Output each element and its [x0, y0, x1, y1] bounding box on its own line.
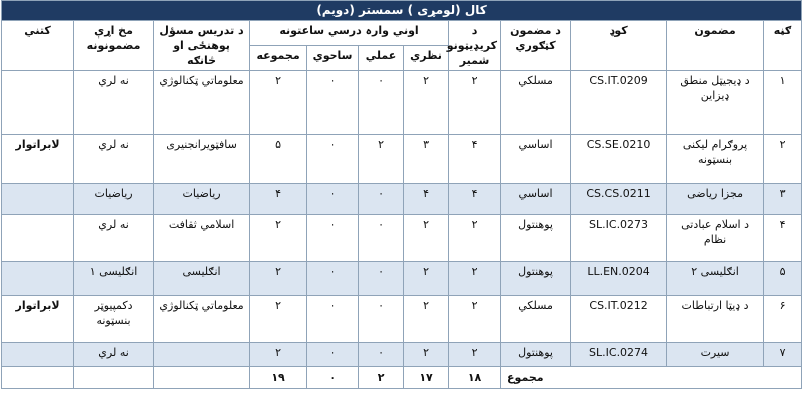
row-prerequisite: نه لري [74, 135, 154, 184]
row-subject: د ډیټا ارتباطات [667, 296, 764, 343]
table-row [2, 184, 802, 215]
row-number: ۴ [764, 215, 802, 262]
totals-credits: ۱۸ [449, 367, 501, 389]
row-practical: ۲ [359, 135, 404, 184]
row-number: ۲ [764, 135, 802, 184]
table-row [2, 71, 802, 135]
header-number: ګڼه [764, 21, 802, 71]
row-number: ۷ [764, 343, 802, 367]
header-practical: عملي [359, 46, 404, 71]
row-field: ۰ [307, 184, 359, 215]
header-field: ساحوي [307, 46, 359, 71]
row-theory: ۲ [404, 296, 449, 343]
row-code: LL.EN.0204 [571, 262, 667, 296]
row-number: ۱ [764, 71, 802, 135]
row-total: ۲ [250, 296, 307, 343]
row-practical: ۰ [359, 71, 404, 135]
totals-practical: ۲ [359, 367, 404, 389]
row-prerequisite: دکمپیوټر بنسټونه [74, 296, 154, 343]
row-subject: د اسلام عبادتی نظام [667, 215, 764, 262]
row-field: ۰ [307, 135, 359, 184]
row-theory: ۲ [404, 71, 449, 135]
header-hours-group: اوني وارہ درسي ساعتونه [250, 21, 449, 46]
row-department: معلوماتي ټکنالوژي [154, 71, 250, 135]
row-prerequisite: انګلیسی ۱ [74, 262, 154, 296]
row-department: سافټویرانجنیری [154, 135, 250, 184]
table-row [2, 135, 802, 184]
row-prerequisite: ریاضیات [74, 184, 154, 215]
totals-label: مجموع [501, 367, 802, 389]
header-total: مجموعه [250, 46, 307, 71]
row-department: ریاضیات [154, 184, 250, 215]
totals-empty-notes [2, 367, 74, 389]
row-subject: پروګرام لیکنی بنسټونه [667, 135, 764, 184]
table-row [2, 215, 802, 262]
row-credits: ۲ [449, 343, 501, 367]
header-code: کوډ [571, 21, 667, 71]
row-prerequisite: نه لري [74, 215, 154, 262]
table-row [2, 296, 802, 343]
row-category: اساسي [501, 135, 571, 184]
row-credits: ۲ [449, 296, 501, 343]
row-practical: ۰ [359, 215, 404, 262]
row-theory: ۴ [404, 184, 449, 215]
row-field: ۰ [307, 215, 359, 262]
row-subject: د ډیجیټل منطق ډیزاین [667, 71, 764, 135]
row-department: معلوماتي ټکنالوژي [154, 296, 250, 343]
totals-row [2, 367, 802, 389]
row-number: ۳ [764, 184, 802, 215]
header-prerequisite: مخ اړې مضمونونه [74, 21, 154, 71]
row-number: ۶ [764, 296, 802, 343]
row-department [154, 343, 250, 367]
row-credits: ۴ [449, 135, 501, 184]
totals-empty-department [154, 367, 250, 389]
header-notes: کتني [2, 21, 74, 71]
totals-field: ۰ [307, 367, 359, 389]
header-row [2, 21, 802, 46]
row-field: ۰ [307, 262, 359, 296]
row-field: ۰ [307, 71, 359, 135]
row-category: پوهنتول [501, 262, 571, 296]
row-category: مسلکي [501, 71, 571, 135]
row-department: انګلیسی [154, 262, 250, 296]
row-total: ۵ [250, 135, 307, 184]
row-notes [2, 262, 74, 296]
row-theory: ۲ [404, 343, 449, 367]
row-theory: ۲ [404, 215, 449, 262]
row-code: CS.IT.0212 [571, 296, 667, 343]
row-category: مسلکي [501, 296, 571, 343]
row-practical: ۰ [359, 262, 404, 296]
table-row [2, 262, 802, 296]
row-subject: مجزا ریاضی [667, 184, 764, 215]
semester-title: کال (لومړی ) سمستر (دویم) [2, 1, 802, 21]
row-code: SL.IC.0274 [571, 343, 667, 367]
header-department: د تدریس مسؤل پوهنځی او څانګه [154, 21, 250, 71]
row-notes: لابراتوار [2, 135, 74, 184]
row-credits: ۲ [449, 262, 501, 296]
row-code: CS.SE.0210 [571, 135, 667, 184]
row-code: SL.IC.0273 [571, 215, 667, 262]
row-theory: ۳ [404, 135, 449, 184]
row-practical: ۰ [359, 184, 404, 215]
row-code: CS.IT.0209 [571, 71, 667, 135]
row-notes [2, 343, 74, 367]
row-category: پوهنتول [501, 215, 571, 262]
row-practical: ۰ [359, 296, 404, 343]
row-practical: ۰ [359, 343, 404, 367]
totals-total: ۱۹ [250, 367, 307, 389]
row-prerequisite: نه لري [74, 71, 154, 135]
row-subject: سیرت [667, 343, 764, 367]
row-total: ۲ [250, 71, 307, 135]
row-field: ۰ [307, 296, 359, 343]
row-category: اساسي [501, 184, 571, 215]
row-subject: انګلیسی ۲ [667, 262, 764, 296]
row-code: CS.CS.0211 [571, 184, 667, 215]
curriculum-table [1, 0, 802, 389]
row-total: ۲ [250, 215, 307, 262]
row-category: پوهنتول [501, 343, 571, 367]
row-credits: ۴ [449, 184, 501, 215]
row-prerequisite: نه لري [74, 343, 154, 367]
row-notes [2, 184, 74, 215]
title-row [2, 1, 802, 21]
header-theory: نظري [404, 46, 449, 71]
header-credits: د کریډیټونو شمیر [449, 21, 501, 71]
totals-theory: ۱۷ [404, 367, 449, 389]
header-subject: مضمون [667, 21, 764, 71]
row-total: ۴ [250, 184, 307, 215]
row-department: اسلامي ثقافت [154, 215, 250, 262]
row-total: ۲ [250, 343, 307, 367]
totals-empty-prerequisite [74, 367, 154, 389]
row-field: ۰ [307, 343, 359, 367]
table-row [2, 343, 802, 367]
row-theory: ۲ [404, 262, 449, 296]
row-notes [2, 215, 74, 262]
row-credits: ۲ [449, 71, 501, 135]
row-notes [2, 71, 74, 135]
row-notes: لابراتوار [2, 296, 74, 343]
row-number: ۵ [764, 262, 802, 296]
header-category: د مضمون کټګوري [501, 21, 571, 71]
row-total: ۲ [250, 262, 307, 296]
row-credits: ۲ [449, 215, 501, 262]
